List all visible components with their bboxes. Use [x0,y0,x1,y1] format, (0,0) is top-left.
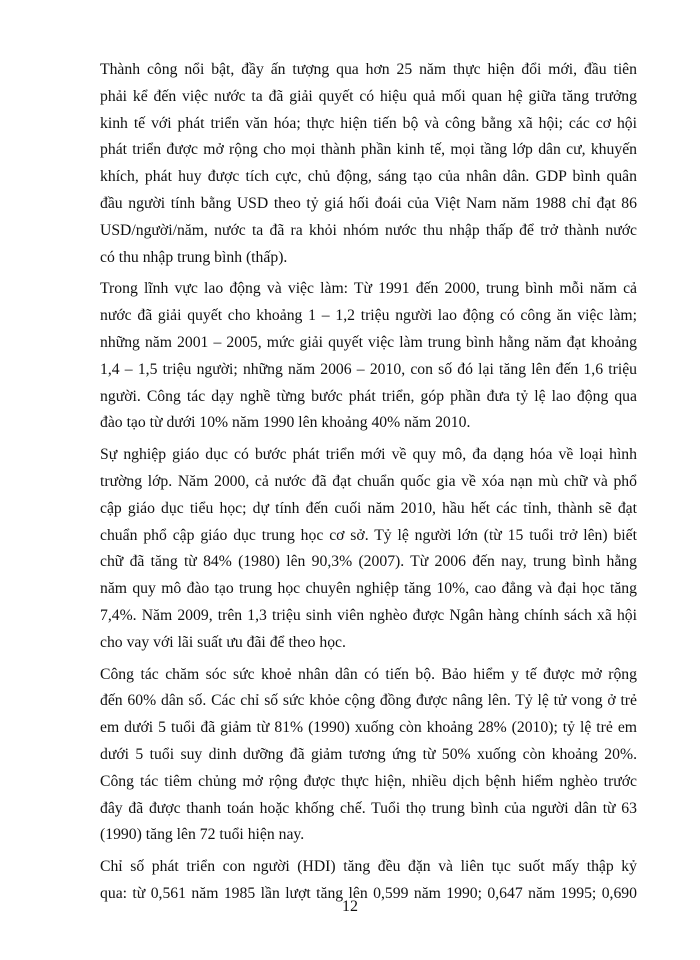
text-line: cập giáo dục tiểu học; dự tính đến cuối năm 2010, hầu hết các tỉnh, thành sẽ đạt [100,499,637,517]
text-line: đầu người tính bằng USD theo tỷ giá hối đoái của Việt Nam năm 1988 chỉ đạt 86 [100,194,637,212]
text-line: người. Công tác dạy nghề từng bước phát triển, góp phần đưa tỷ lệ lao động qua [100,387,637,405]
paragraph-labor-employment [100,276,637,437]
paragraph-healthcare [100,662,637,850]
text-line: Công tác chăm sóc sức khoẻ nhân dân có tiến bộ. Bảo hiểm y tế được mở rộng [100,665,637,683]
text-line: Công tác tiêm chủng mở rộng được thực hiện, nhiều dịch bệnh hiểm nghèo trước [100,772,637,790]
text-line: Thành công nổi bật, đầy ấn tượng qua hơn 25 năm thực hiện đổi mới, đầu tiên [100,61,637,78]
text-line: có thu nhập trung bình (thấp). [100,248,288,266]
text-line: qua: từ 0,561 năm 1985 lần lượt tăng lên 0,599 năm 1990; 0,647 năm 1995; 0,690 [100,884,637,902]
text-line: chữ đã tăng từ 84% (1980) lên 90,3% (2007). Từ 2006 đến nay, trung bình hằng [100,553,637,571]
text-line: em dưới 5 tuổi đã giảm từ 81% (1990) xuống còn khoảng 28% (2010); tỷ lệ trẻ em [100,719,637,737]
text-line: đến 60% dân số. Các chỉ số sức khỏe cộng đồng được nâng lên. Tỷ lệ tử vong ở trẻ [100,692,637,710]
text-line: USD/người/năm, nước ta đã ra khỏi nhóm nước thu nhập thấp để trở thành nước [100,221,637,239]
text-line: phát triển được mở rộng cho mọi thành phần kinh tế, mọi tầng lớp dân cư, khuyến [100,141,637,159]
text-line: (1990) tăng lên 72 tuổi hiện nay. [100,826,305,844]
text-line: đây đã được thanh toán hoặc khống chế. Tuổi thọ trung bình của người dân từ 63 [100,799,637,817]
text-line: chuẩn phổ cập giáo dục trung học cơ sở. Tỷ lệ người lớn (từ 15 tuổi trở lên) biết [100,526,637,544]
text-line: năm quy mô đào tạo trung học chuyên nghiệp tăng 10%, cao đẳng và đại học tăng [100,580,637,598]
text-line: 7,4%. Năm 2009, trên 1,3 triệu sinh viên nghèo được Ngân hàng chính sách xã hội [100,606,637,624]
text-line: Sự nghiệp giáo dục có bước phát triển mới về quy mô, đa dạng hóa về loại hình [100,446,637,464]
paragraph-achievements [100,57,637,271]
text-line: phải kể đến việc nước ta đã giải quyết có hiệu quả mối quan hệ giữa tăng trưởng [100,87,637,105]
text-line: dưới 5 tuổi suy dinh dưỡng đã giảm tương ứng từ 50% xuống còn khoảng 20%. [100,745,637,763]
text-line: 1,4 – 1,5 triệu người; những năm 2006 – 2010, con số đó lại tăng lên đến 1,6 triệu [100,360,637,378]
text-line: cho vay với lãi suất ưu đãi để theo học. [100,633,346,651]
text-line: nước đã giải quyết cho khoảng 1 – 1,2 triệu người lao động có công ăn việc làm; [100,307,637,325]
text-line: Chỉ số phát triển con người (HDI) tăng đều đặn và liên tục suốt mấy thập kỷ [100,858,637,876]
text-line: những năm 2001 – 2005, mức giải quyết việc làm trung bình hằng năm đạt khoảng [100,333,637,351]
page-number: 12 [342,898,358,915]
text-line: trường lớp. Năm 2000, cả nước đã đạt chuẩn quốc gia về xóa nạn mù chữ và phổ [100,472,637,490]
text-line: khích, phát huy được tích cực, chủ động, sáng tạo của nhân dân. GDP bình quân [100,168,637,186]
paragraph-education [100,442,637,656]
text-line: kinh tế với phát triển văn hóa; thực hiện tiến bộ và công bằng xã hội; các cơ hội [100,114,637,132]
body-text [100,57,637,913]
text-line: đào tạo từ dưới 10% năm 1990 lên khoảng 40% năm 2010. [100,414,471,432]
text-line: Trong lĩnh vực lao động và việc làm: Từ 1991 đến 2000, trung bình mỗi năm cả [100,280,637,298]
